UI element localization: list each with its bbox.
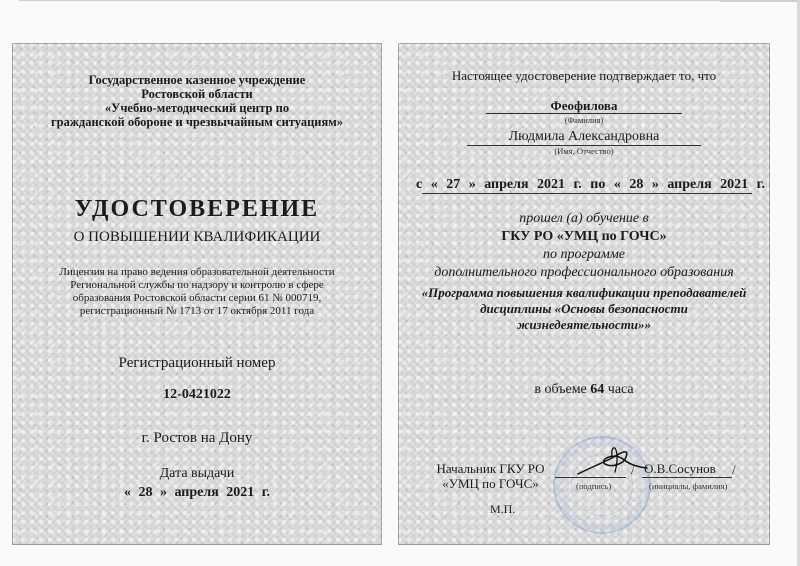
organization-line: Государственное казенное учреждение (88, 73, 306, 87)
program-type: дополнительного профессионального образования (434, 265, 734, 280)
license-line: образования Ростовской области серии 61 № 000719, (72, 292, 322, 304)
signer-name: О.В.Сосунов (644, 461, 716, 476)
license-line: регистрационный № 1713 от 17 октября 2011 года (79, 305, 315, 317)
head-role-line: «УМЦ по ГОЧС» (442, 476, 539, 491)
issuer-organization (29, 73, 365, 129)
program-label: по программе (542, 247, 626, 262)
signature-caption: (подпись) (576, 481, 612, 491)
head-role (428, 461, 553, 491)
scan-top-right-edge (720, 0, 800, 2)
license-line: Региональной службы по надзору и контролю в сфере (70, 279, 324, 291)
issue-date-label: Дата выдачи (159, 466, 235, 481)
program-name: «Программа повышения квалификации преподавателей дисциплины «Основы безопасности жизнедеятельности»» (421, 285, 747, 332)
training-organization: ГКУ РО «УМЦ по ГОЧС» (501, 229, 667, 244)
volume-suffix: часа (607, 382, 634, 397)
registration-label: Регистрационный номер (118, 355, 276, 371)
signature-line (555, 477, 626, 478)
signature-slash-right: / (732, 462, 736, 477)
scan-top-edge (19, 0, 724, 1)
hours-count: 64 (590, 382, 605, 397)
confirmation-text: Настоящее удостоверение подтверждает то, что (451, 68, 717, 83)
left-certificate-page (12, 43, 382, 545)
training-period: с « 27 » апреля 2021 г. по « 28 » апреля 2021 г. (416, 177, 765, 192)
issue-city: г. Ростов на Дону (141, 430, 253, 446)
organization-line: Ростовской области (141, 87, 253, 101)
training-status: прошел (а) обучение в (519, 211, 649, 226)
name-caption: (Имя, Отчество) (554, 146, 614, 156)
certificate-subtitle: О ПОВЫШЕНИИ КВАЛИФИКАЦИИ (73, 229, 321, 245)
initials-caption: (инициалы, фамилия) (649, 481, 728, 491)
volume-prefix: в объеме (534, 382, 587, 397)
holder-name: Людмила Александровна (508, 129, 660, 144)
organization-line: «Учебно-методический центр по (104, 101, 290, 115)
certificate-title: УДОСТОВЕРЕНИЕ (74, 196, 320, 222)
license-line: Лицензия на право ведения образовательной деятельности (59, 266, 335, 278)
stamp-abbreviation: М.П. (490, 502, 516, 516)
organization-line: гражданской обороне и чрезвычайным ситуациям» (50, 115, 344, 129)
signature-slash-left: / (631, 462, 635, 477)
license-text (30, 266, 364, 318)
holder-surname: Феофилова (550, 98, 618, 113)
initials-line (642, 477, 732, 478)
issue-date: « 28 » апреля 2021 г. (123, 485, 271, 500)
head-role-line: Начальник ГКУ РО (436, 461, 545, 476)
surname-caption: (Фамилия) (564, 115, 604, 125)
right-certificate-page (398, 43, 770, 545)
period-underline (422, 193, 752, 194)
registration-number: 12-0421022 (163, 387, 231, 402)
training-volume (398, 382, 770, 398)
surname-underline (486, 113, 682, 114)
